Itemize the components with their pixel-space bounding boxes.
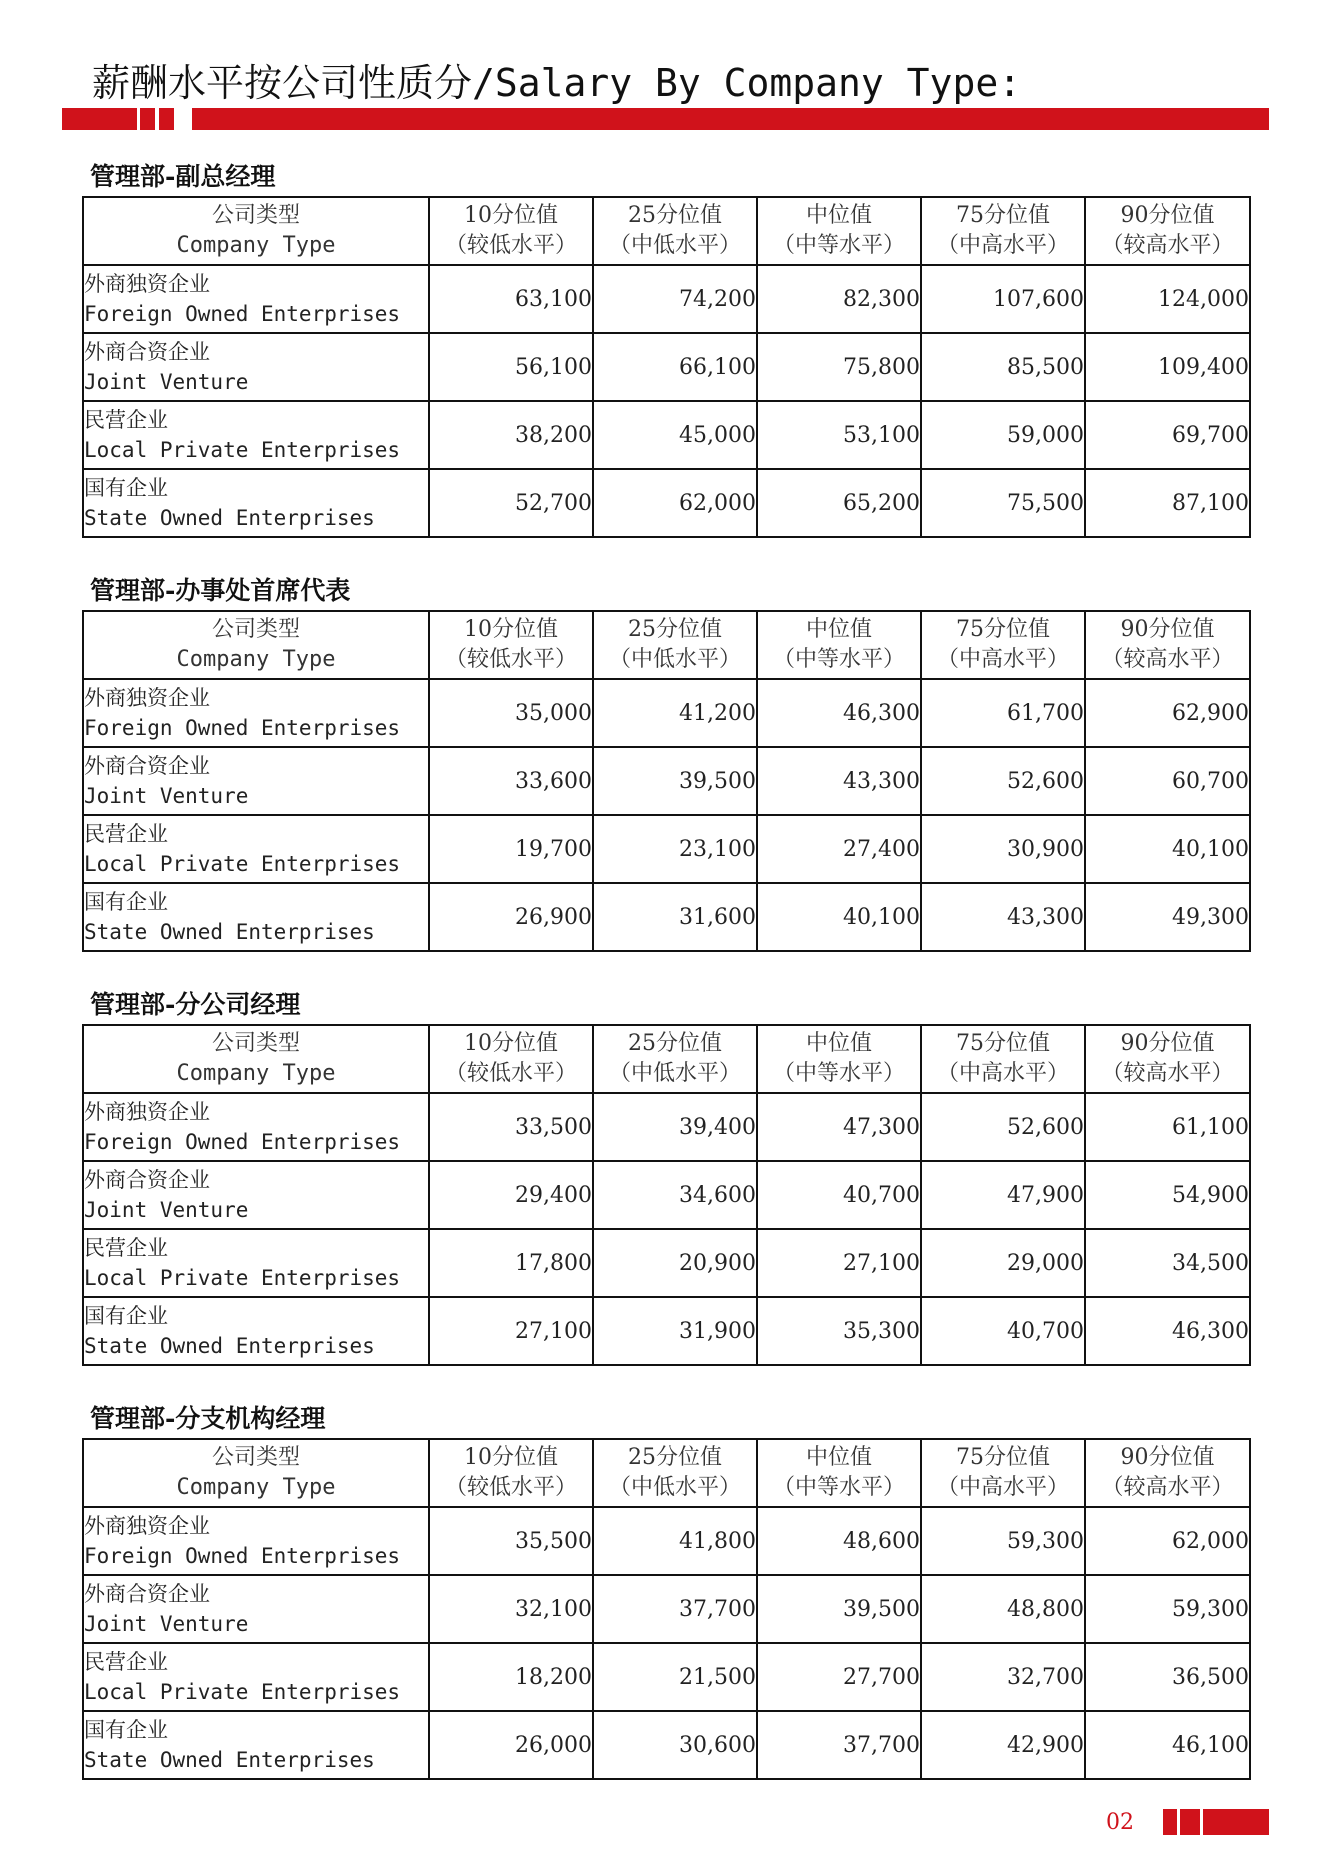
column-header [757,197,921,265]
salary-value-cell: 33,600 [429,747,593,815]
column-header-cn: 公司类型 [211,1031,300,1056]
header-bar-block-1 [140,108,155,130]
company-type-en: Joint Venture [84,784,249,808]
company-type-en: Foreign Owned Enterprises [84,1544,401,1568]
salary-value-cell: 66,100 [593,333,757,401]
company-type-cell [83,1507,429,1575]
column-header-cn: 25分位值 [628,203,722,228]
salary-value-cell: 59,300 [921,1507,1085,1575]
salary-value-cell: 56,100 [429,333,593,401]
salary-value-cell: 60,700 [1085,747,1250,815]
column-header-cn: 公司类型 [211,617,300,642]
company-type-cn: 民营企业 [84,408,168,432]
company-type-cn: 外商独资企业 [84,1514,210,1538]
column-header [1085,1025,1250,1093]
salary-value-cell: 27,400 [757,815,921,883]
column-header [921,1025,1085,1093]
salary-value-cell: 59,300 [1085,1575,1250,1643]
column-header-cn: 90分位值 [1120,1445,1215,1470]
salary-value-cell: 32,700 [921,1643,1085,1711]
column-header-cn: 75分位值 [956,1031,1050,1056]
table-row [83,883,1250,951]
column-header [429,1439,593,1507]
salary-value-cell: 35,000 [429,679,593,747]
table-row [83,815,1250,883]
salary-value-cell: 23,100 [593,815,757,883]
column-header-en: （较低水平） [444,647,577,672]
salary-value-cell: 47,300 [757,1093,921,1161]
table-header-row [83,197,1250,265]
salary-value-cell: 21,500 [593,1643,757,1711]
salary-value-cell: 63,100 [429,265,593,333]
column-header-en: （较低水平） [444,233,577,258]
column-header [757,1439,921,1507]
salary-value-cell: 20,900 [593,1229,757,1297]
table-row [83,1093,1250,1161]
column-header-en: （中高水平） [936,1061,1069,1086]
column-header-cn: 25分位值 [628,617,722,642]
salary-section [82,1400,1249,1780]
salary-value-cell: 46,300 [1085,1297,1250,1365]
column-header [1085,611,1250,679]
column-header-cn: 10分位值 [464,203,558,228]
column-header [429,611,593,679]
salary-value-cell: 37,700 [593,1575,757,1643]
salary-value-cell: 46,300 [757,679,921,747]
column-header-en: （较高水平） [1101,1475,1234,1500]
company-type-en: Local Private Enterprises [84,852,401,876]
company-type-cn: 外商合资企业 [84,340,210,364]
company-type-cell [83,1711,429,1779]
column-header-cn: 公司类型 [211,203,300,228]
salary-value-cell: 48,600 [757,1507,921,1575]
company-type-cell [83,1575,429,1643]
section-title: 管理部-分支机构经理 [90,1404,326,1433]
column-header-cn: 75分位值 [956,203,1050,228]
column-header [593,611,757,679]
column-header [83,1439,429,1507]
salary-value-cell: 75,800 [757,333,921,401]
column-header [429,1025,593,1093]
salary-value-cell: 69,700 [1085,401,1250,469]
salary-value-cell: 59,000 [921,401,1085,469]
company-type-cn: 外商独资企业 [84,1100,210,1124]
salary-value-cell: 35,500 [429,1507,593,1575]
company-type-en: Foreign Owned Enterprises [84,302,401,326]
company-type-cn: 国有企业 [84,476,168,500]
salary-value-cell: 109,400 [1085,333,1250,401]
salary-value-cell: 54,900 [1085,1161,1250,1229]
column-header-en: （中低水平） [608,647,741,672]
company-type-cell [83,1093,429,1161]
column-header [757,1025,921,1093]
column-header-en: （中等水平） [772,1061,905,1086]
column-header [593,1439,757,1507]
column-header [921,1439,1085,1507]
column-header-en: Company Type [176,1061,336,1086]
company-type-cell [83,747,429,815]
salary-value-cell: 107,600 [921,265,1085,333]
salary-value-cell: 49,300 [1085,883,1250,951]
column-header-cn: 中位值 [805,617,872,642]
salary-value-cell: 75,500 [921,469,1085,537]
column-header-en: （中高水平） [936,1475,1069,1500]
column-header-en: （较高水平） [1101,1061,1234,1086]
company-type-en: Local Private Enterprises [84,1266,401,1290]
section-title: 管理部-副总经理 [90,162,276,191]
column-header-en: （较高水平） [1101,233,1234,258]
company-type-cn: 外商独资企业 [84,686,210,710]
company-type-en: State Owned Enterprises [84,920,375,944]
salary-value-cell: 42,900 [921,1711,1085,1779]
salary-value-cell: 27,700 [757,1643,921,1711]
column-header-en: （中低水平） [608,1061,741,1086]
salary-value-cell: 124,000 [1085,265,1250,333]
salary-value-cell: 65,200 [757,469,921,537]
table-row [83,1297,1250,1365]
salary-value-cell: 17,800 [429,1229,593,1297]
table-row [83,1229,1250,1297]
company-type-cell [83,1229,429,1297]
salary-value-cell: 36,500 [1085,1643,1250,1711]
company-type-cn: 国有企业 [84,1718,168,1742]
column-header-en: （中等水平） [772,1475,905,1500]
salary-value-cell: 30,600 [593,1711,757,1779]
salary-value-cell: 41,200 [593,679,757,747]
company-type-cn: 外商合资企业 [84,754,210,778]
column-header-cn: 中位值 [805,1031,872,1056]
salary-section [82,986,1249,1366]
salary-table [82,1024,1251,1366]
column-header [593,1025,757,1093]
company-type-cell [83,1161,429,1229]
company-type-en: Joint Venture [84,370,249,394]
column-header-en: （较低水平） [444,1061,577,1086]
page-number: 02 [1106,1810,1134,1835]
header-bar-left [62,108,137,130]
salary-value-cell: 27,100 [757,1229,921,1297]
column-header-cn: 10分位值 [464,617,558,642]
column-header-en: （中低水平） [608,1475,741,1500]
column-header-cn: 75分位值 [956,1445,1050,1470]
company-type-cn: 国有企业 [84,1304,168,1328]
salary-value-cell: 39,500 [593,747,757,815]
company-type-en: State Owned Enterprises [84,506,375,530]
company-type-cell [83,333,429,401]
column-header-cn: 10分位值 [464,1445,558,1470]
company-type-cn: 民营企业 [84,1236,168,1260]
page-title: 薪酬水平按公司性质分/Salary By Company Type: [92,61,1022,105]
salary-value-cell: 43,300 [921,883,1085,951]
salary-value-cell: 82,300 [757,265,921,333]
column-header-en: （较高水平） [1101,647,1234,672]
table-row [83,679,1250,747]
salary-value-cell: 48,800 [921,1575,1085,1643]
salary-value-cell: 62,000 [593,469,757,537]
column-header [757,611,921,679]
salary-value-cell: 39,400 [593,1093,757,1161]
company-type-en: State Owned Enterprises [84,1748,375,1772]
company-type-en: Joint Venture [84,1612,249,1636]
salary-value-cell: 74,200 [593,265,757,333]
company-type-en: State Owned Enterprises [84,1334,375,1358]
salary-value-cell: 29,000 [921,1229,1085,1297]
column-header [83,1025,429,1093]
company-type-cell [83,265,429,333]
table-header-row [83,1025,1250,1093]
salary-value-cell: 34,500 [1085,1229,1250,1297]
company-type-cell [83,883,429,951]
salary-value-cell: 52,700 [429,469,593,537]
column-header-cn: 中位值 [805,203,872,228]
company-type-cn: 国有企业 [84,890,168,914]
table-row [83,1575,1250,1643]
company-type-cell [83,1297,429,1365]
salary-value-cell: 31,600 [593,883,757,951]
column-header [429,197,593,265]
salary-table [82,196,1251,538]
company-type-cell [83,401,429,469]
column-header-en: （较低水平） [444,1475,577,1500]
salary-value-cell: 40,100 [757,883,921,951]
column-header-en: Company Type [176,647,336,672]
salary-value-cell: 40,700 [757,1161,921,1229]
column-header-cn: 公司类型 [211,1445,300,1470]
table-row [83,1643,1250,1711]
salary-value-cell: 87,100 [1085,469,1250,537]
column-header [83,611,429,679]
column-header-cn: 90分位值 [1120,203,1215,228]
salary-value-cell: 27,100 [429,1297,593,1365]
column-header-cn: 90分位值 [1120,617,1215,642]
salary-value-cell: 47,900 [921,1161,1085,1229]
column-header-en: （中高水平） [936,647,1069,672]
company-type-cn: 外商合资企业 [84,1168,210,1192]
table-row [83,1507,1250,1575]
column-header-en: Company Type [176,1475,336,1500]
company-type-cn: 民营企业 [84,1650,168,1674]
column-header [1085,197,1250,265]
table-row [83,1161,1250,1229]
column-header [593,197,757,265]
salary-value-cell: 32,100 [429,1575,593,1643]
column-header-en: （中高水平） [936,233,1069,258]
table-header-row [83,611,1250,679]
column-header-cn: 10分位值 [464,1031,558,1056]
column-header-cn: 25分位值 [628,1445,722,1470]
company-type-en: Foreign Owned Enterprises [84,1130,401,1154]
column-header [83,197,429,265]
salary-value-cell: 37,700 [757,1711,921,1779]
column-header-cn: 中位值 [805,1445,872,1470]
salary-value-cell: 29,400 [429,1161,593,1229]
salary-value-cell: 40,100 [1085,815,1250,883]
salary-value-cell: 30,900 [921,815,1085,883]
company-type-cell [83,679,429,747]
table-row [83,469,1250,537]
table-row [83,401,1250,469]
footer-bar-block-2 [1180,1809,1200,1835]
column-header-cn: 75分位值 [956,617,1050,642]
salary-value-cell: 61,100 [1085,1093,1250,1161]
company-type-cn: 外商合资企业 [84,1582,210,1606]
column-header-cn: 90分位值 [1120,1031,1215,1056]
column-header-en: （中低水平） [608,233,741,258]
table-header-row [83,1439,1250,1507]
salary-value-cell: 33,500 [429,1093,593,1161]
footer-bar-right [1203,1809,1269,1835]
column-header-en: Company Type [176,233,336,258]
column-header-cn: 25分位值 [628,1031,722,1056]
column-header [921,611,1085,679]
salary-table [82,1438,1251,1780]
salary-table [82,610,1251,952]
company-type-cell [83,1643,429,1711]
salary-value-cell: 35,300 [757,1297,921,1365]
salary-value-cell: 34,600 [593,1161,757,1229]
salary-value-cell: 40,700 [921,1297,1085,1365]
header-bar-right [192,108,1269,130]
column-header [1085,1439,1250,1507]
column-header [921,197,1085,265]
column-header-en: （中等水平） [772,647,905,672]
company-type-cell [83,815,429,883]
company-type-cn: 外商独资企业 [84,272,210,296]
salary-value-cell: 62,900 [1085,679,1250,747]
company-type-en: Foreign Owned Enterprises [84,716,401,740]
section-title: 管理部-分公司经理 [90,990,301,1019]
salary-value-cell: 61,700 [921,679,1085,747]
salary-value-cell: 62,000 [1085,1507,1250,1575]
table-row [83,1711,1250,1779]
salary-value-cell: 26,000 [429,1711,593,1779]
salary-value-cell: 18,200 [429,1643,593,1711]
salary-value-cell: 19,700 [429,815,593,883]
salary-value-cell: 53,100 [757,401,921,469]
salary-value-cell: 85,500 [921,333,1085,401]
salary-value-cell: 39,500 [757,1575,921,1643]
salary-section [82,572,1249,952]
column-header-en: （中等水平） [772,233,905,258]
salary-value-cell: 52,600 [921,747,1085,815]
company-type-cell [83,469,429,537]
table-row [83,333,1250,401]
section-title: 管理部-办事处首席代表 [90,576,351,605]
table-row [83,747,1250,815]
company-type-en: Local Private Enterprises [84,1680,401,1704]
salary-value-cell: 38,200 [429,401,593,469]
header-bar-block-2 [159,108,174,130]
salary-value-cell: 52,600 [921,1093,1085,1161]
company-type-en: Joint Venture [84,1198,249,1222]
company-type-cn: 民营企业 [84,822,168,846]
company-type-en: Local Private Enterprises [84,438,401,462]
salary-value-cell: 41,800 [593,1507,757,1575]
salary-section [82,158,1249,538]
salary-value-cell: 43,300 [757,747,921,815]
footer-bar-block-1 [1163,1809,1177,1835]
salary-value-cell: 26,900 [429,883,593,951]
salary-value-cell: 46,100 [1085,1711,1250,1779]
table-row [83,265,1250,333]
salary-value-cell: 31,900 [593,1297,757,1365]
salary-value-cell: 45,000 [593,401,757,469]
